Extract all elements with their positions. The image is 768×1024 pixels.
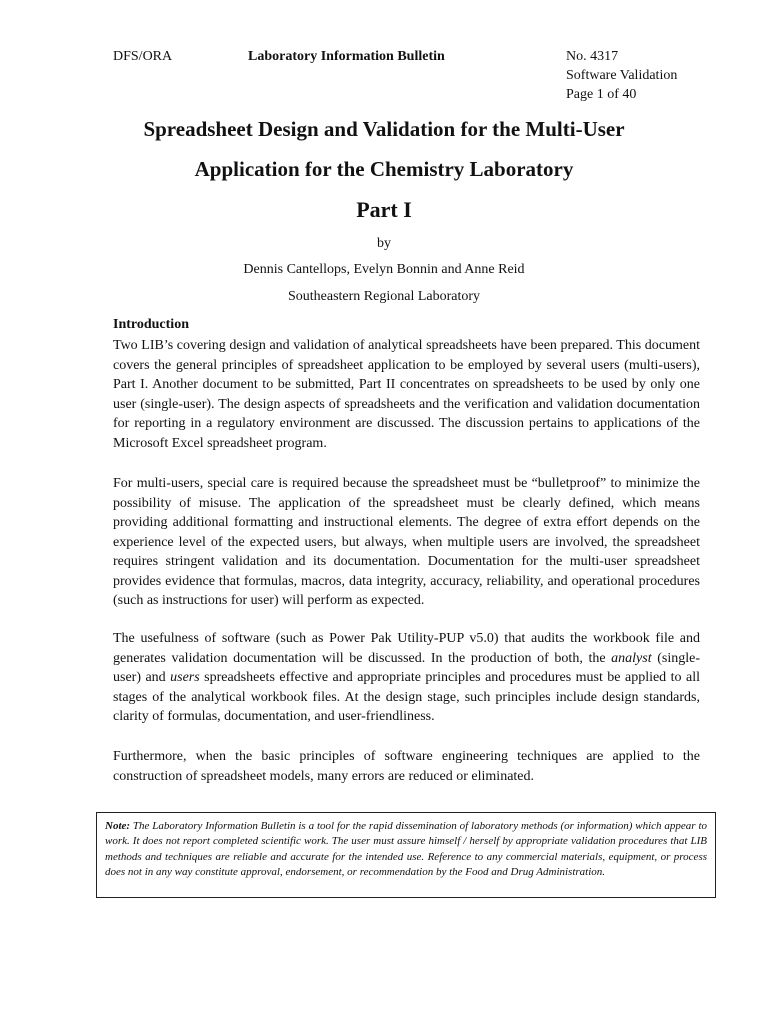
header-page-number: Page 1 of 40: [566, 87, 637, 102]
authors: Dennis Cantellops, Evelyn Bonnin and Anne Reid: [243, 262, 525, 277]
paragraph-3-part-c: spreadsheets effective and appropriate principles and procedures must be applied to all stages of the analytical workbook files. At the design stage, such principles include design standards, clarity of formulas, documentation, and user-friendliness.: [113, 670, 700, 724]
disclaimer-note-box: [96, 812, 716, 898]
header-number: No. 4317: [566, 49, 619, 64]
affiliation: Southeastern Regional Laboratory: [287, 289, 481, 304]
header-bulletin-title: Laboratory Information Bulletin: [248, 49, 445, 64]
emphasis-users: users: [170, 670, 200, 685]
paragraph-1: [113, 336, 700, 453]
paragraph-2-text: For multi-users, special care is required because the spreadsheet must be “bulletproof” to minimize the possibility of misuse. The application of the spreadsheet must be clearly defined, which means providing additional formatting and instructional elements. The degree of extra effort depends on the experience level of the expected users, but always, when multiple users are involved, the spreadsheet requires stringent validation and its documentation. Documentation for the multi-user spreadsheet provides evidence that formulas, macros, data integrity, accuracy, reliability, and operational procedures (such as instructions for user) will perform as expected.: [113, 476, 700, 608]
section-heading-introduction: Introduction: [113, 317, 189, 332]
note-label: Note:: [105, 820, 131, 832]
paragraph-1-text: Two LIB’s covering design and validation of analytical spreadsheets have been prepared. This document covers the general principles of spreadsheet application to be employed by several users (multi-users), Part I. Another document to be submitted, Part II concentrates on spreadsheets to be used by only one user (single-user). The design aspects of spreadsheets and the verification and validation documentation for reporting in a regulatory environment are discussed. The discussion pertains to applications of the Microsoft Excel spreadsheet program.: [113, 338, 700, 451]
document-title-line-2: Application for the Chemistry Laboratory: [194, 157, 574, 181]
paragraph-3-text: [113, 629, 700, 727]
header-document-info: [566, 47, 677, 104]
paragraph-3: [113, 629, 700, 727]
note-text: The Laboratory Information Bulletin is a tool for the rapid dissemination of laboratory methods (or information) which appear to work. It does not report completed scientific work. The user must assure himself / herself by appropriate validation procedures that LIB methods and techniques are reliable and accurate for the intended use. Reference to any commercial materials, equipment, or process does not in any way constitute approval, endorsement, or recommendation by the Food and Drug Administration.: [105, 820, 707, 878]
paragraph-4: [113, 747, 700, 786]
document-title-part: Part I: [356, 197, 412, 222]
header-category: Software Validation: [566, 68, 678, 83]
paragraph-4-text: Furthermore, when the basic principles of software engineering techniques are applied to the construction of spreadsheet models, many errors are reduced or eliminated.: [113, 749, 700, 784]
paragraph-3-part-a: The usefulness of software (such as Power Pak Utility-PUP v5.0) that audits the workbook file and generates validation documentation will be discussed. In the production of both, the: [113, 631, 700, 666]
header-agency: DFS/ORA: [113, 49, 173, 64]
paragraph-3-part-b: (single-user) and: [113, 650, 701, 685]
paragraph-2: [113, 474, 700, 611]
byline-by: by: [377, 236, 391, 251]
emphasis-analyst: analyst: [611, 650, 652, 666]
document-title-line-1: Spreadsheet Design and Validation for the Multi-User: [143, 117, 625, 141]
